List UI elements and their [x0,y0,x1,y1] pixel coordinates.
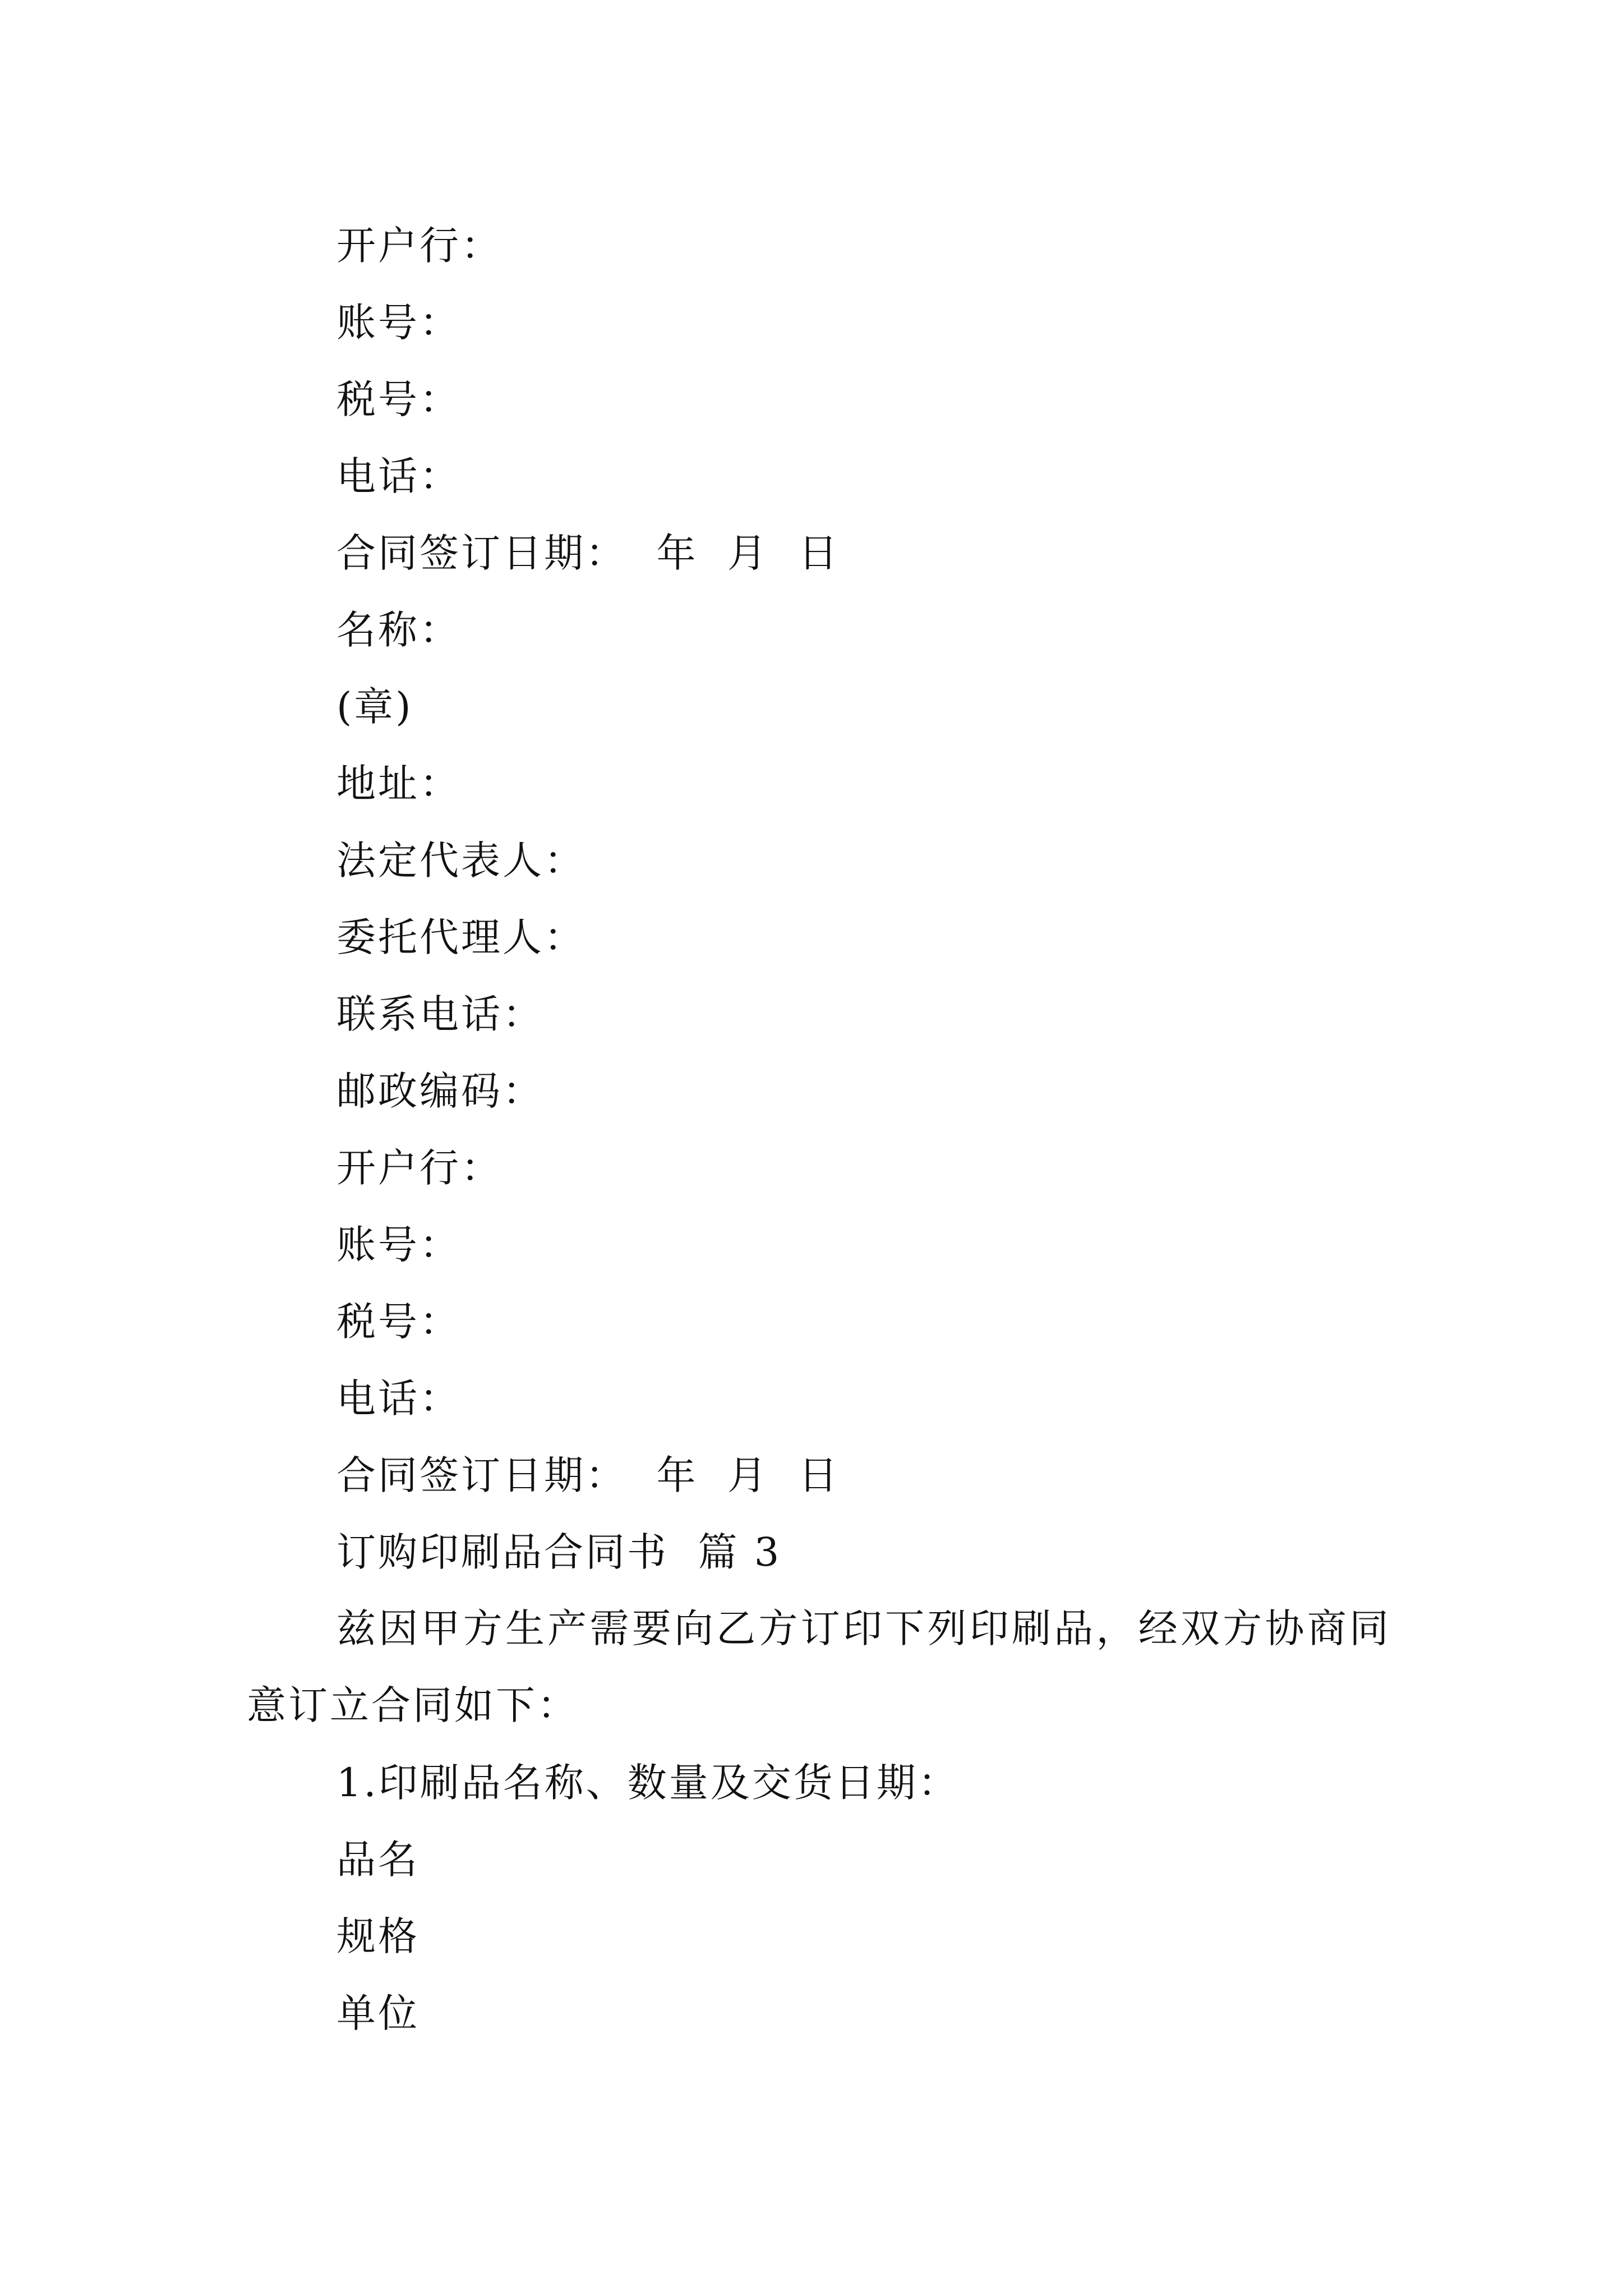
address-label: 地址： [336,761,461,807]
name-label: 名称： [336,607,461,653]
tax-number-label-2: 税号： [336,1299,461,1345]
specification-label: 规格 [336,1913,419,1959]
bank-label-2: 开户行： [336,1145,502,1191]
seal-label: (章) [336,684,413,730]
legal-representative-label: 法定代表人： [336,838,585,884]
phone-label-2: 电话： [336,1375,461,1421]
account-label: 账号： [336,300,461,346]
contract-date-label: 合同签订日期： 年 月 日 [336,530,840,576]
contract-date-label-2: 合同签订日期： 年 月 日 [336,1452,840,1498]
clause-1-heading: 1.印刷品名称、数量及交货日期： [336,1760,960,1806]
unit-label: 单位 [336,1990,419,2036]
postal-code-label: 邮政编码： [336,1068,544,1114]
item-name-label: 品名 [336,1837,419,1883]
contact-phone-label: 联系电话： [336,991,544,1037]
bank-label: 开户行： [336,223,502,269]
tax-number-label: 税号： [336,376,461,422]
section-title: 订购印刷品合同书 篇 3 [336,1529,782,1575]
authorized-agent-label: 委托代理人： [336,914,585,960]
phone-label: 电话： [336,453,461,499]
intro-paragraph: 兹因甲方生产需要向乙方订印下列印刷品，经双方协商同意订立合同如下： [247,1605,1391,1728]
account-label-2: 账号： [336,1222,461,1268]
